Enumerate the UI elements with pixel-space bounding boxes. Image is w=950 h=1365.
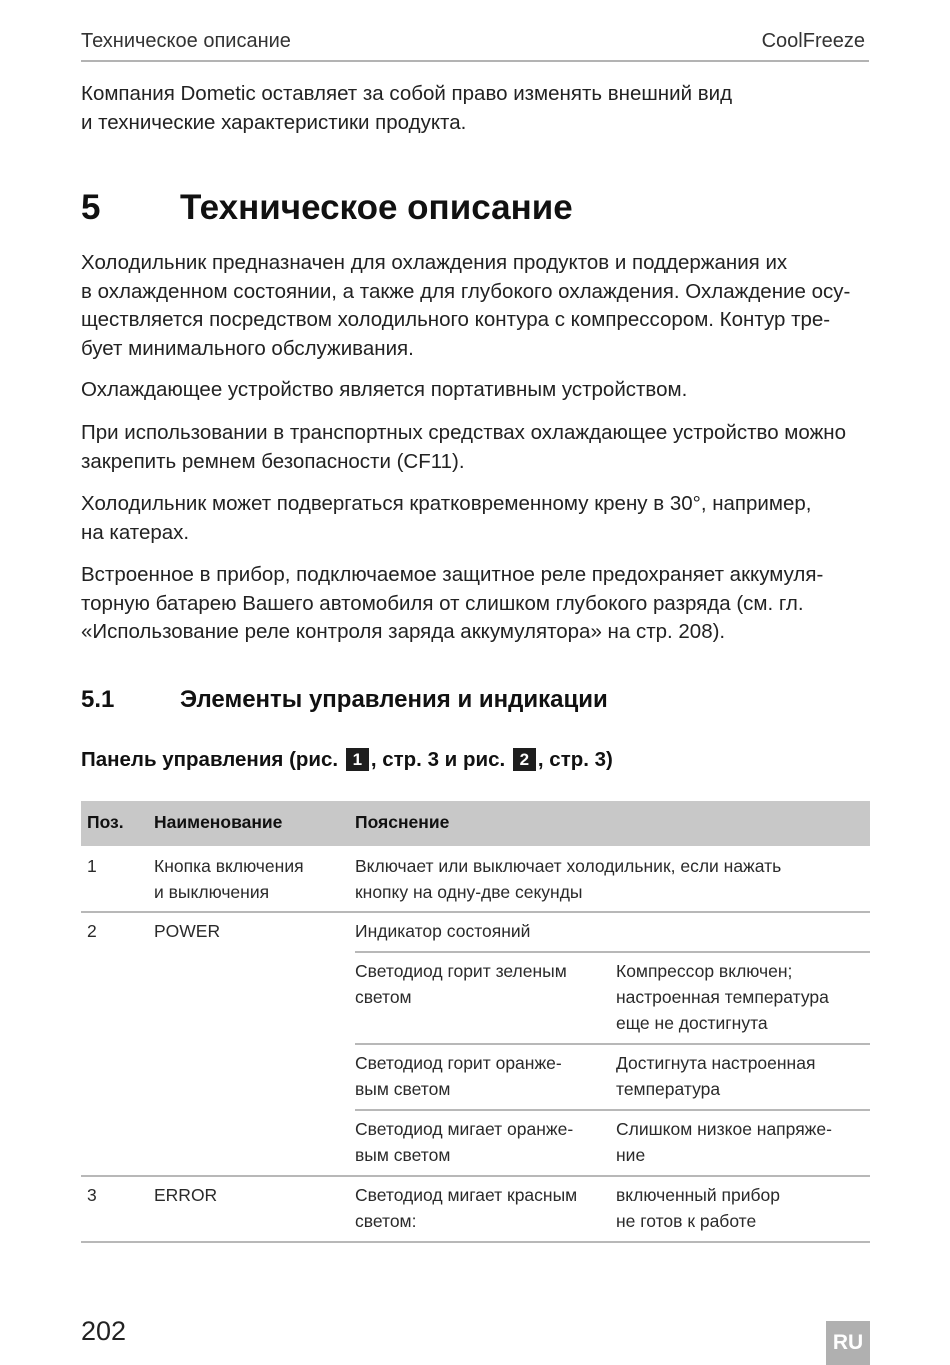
row-name [154,853,304,905]
controls-table [81,801,870,1242]
text-line: Достигнута настроенная [616,1053,816,1073]
page-number: 202 [81,1316,127,1346]
row-position: 3 [87,1185,97,1205]
text-line: светом: [355,1211,417,1231]
section-number: 5 [81,188,101,227]
text-line: Кнопка включения [154,856,304,876]
text-line: настроенная температура [616,987,829,1007]
paragraph-vehicle-use [81,419,871,476]
text-line: Включает или выключает холодильник, если нажать [355,856,782,876]
header-explanation: Пояснение [355,812,450,832]
panel-heading-prefix: Панель управления (рис. [81,748,339,771]
led-meaning [616,1050,815,1102]
text-line: светом [355,987,412,1007]
text-line: включенный прибор [616,1185,780,1205]
subsection-title: Элементы управления и индикации [180,686,608,713]
header-product-name: CoolFreeze [761,30,865,52]
text-line: Светодиод мигает красным [355,1185,578,1205]
text-line: Охлаждающее устройство является портативным устройством. [81,378,688,401]
row-name: ERROR [154,1185,218,1205]
paragraph-purpose [81,249,871,363]
row-position: 1 [87,856,97,876]
text-line: Встроенное в прибор, подключаемое защитное реле предохраняет аккумуля- [81,563,824,586]
figure-2-badge: 2 [513,748,536,771]
led-state [355,1182,577,1234]
led-state [355,1116,573,1168]
text-line: не готов к работе [616,1211,757,1231]
led-state [355,958,567,1010]
row-name: POWER [154,921,221,941]
text-line: ние [616,1145,646,1165]
led-meaning [616,1182,780,1234]
text-line: еще не достигнута [616,1013,768,1033]
text-line: вым светом [355,1145,451,1165]
table-header [81,801,870,846]
text-line: на катерах. [81,520,190,544]
led-meaning [616,958,829,1036]
table-subrow [81,1110,870,1176]
table-subrow [81,952,870,1044]
header-position: Поз. [87,812,124,832]
paragraph-tilt [81,490,871,547]
led-state [355,1050,562,1102]
table-row [81,846,870,912]
panel-heading-middle: , стр. 3 и рис. [370,748,506,771]
intro-paragraph [81,80,871,137]
header-section-title: Техническое описание [81,30,291,52]
text-line: торную батарею Вашего автомобиля от слишком глубокого разряда (см. гл. [81,591,804,615]
figure-1-badge: 1 [346,748,369,771]
text-line: Компрессор включен; [616,961,793,981]
text-line: и выключения [154,882,270,902]
page-header [81,30,869,62]
row-explanation: Индикатор состояний [355,921,531,941]
text-line: Светодиод горит зеленым [355,961,567,981]
panel-heading-suffix: , стр. 3) [537,748,613,771]
subsection-number: 5.1 [81,686,115,713]
panel-heading [81,748,613,772]
text-line: «Использование реле контроля заряда аккумулятора» на стр. 208). [81,620,726,643]
text-line: температура [616,1079,721,1099]
text-line: вым светом [355,1079,451,1099]
text-line: кнопку на одну-две секунды [355,882,583,902]
text-line: в охлажденном состоянии, а также для глубокого охлаждения. Охлаждение осу- [81,279,851,303]
paragraph-portable [81,376,871,405]
language-badge: RU [826,1321,870,1365]
paragraph-battery-guard [81,561,871,647]
row-position: 2 [87,921,97,941]
text-line: ществляется посредством холодильного контура с компрессором. Контур тре- [81,308,831,331]
led-meaning [616,1116,832,1168]
text-line: Холодильник может подвергаться кратковременному крену в 30°, например, [81,492,812,515]
text-line: бует минимального обслуживания. [81,336,414,360]
text-line: Компания Dometic оставляет за собой право изменять внешний вид [81,82,733,105]
text-line: и технические характеристики продукта. [81,110,467,134]
row-explanation [355,853,781,905]
table-subrow [81,1044,870,1110]
text-line: При использовании в транспортных средствах охлаждающее устройство можно [81,421,847,444]
text-line: закрепить ремнем безопасности (CF11). [81,449,465,473]
text-line: Слишком низкое напряже- [616,1119,832,1139]
table-bottom-rule [81,1241,870,1243]
text-line: Светодиод горит оранже- [355,1053,562,1073]
text-line: Холодильник предназначен для охлаждения продуктов и поддержания их [81,251,788,274]
table-row [81,1176,870,1242]
header-name: Наименование [154,812,283,832]
section-title: Техническое описание [180,188,573,227]
text-line: Светодиод мигает оранже- [355,1119,574,1139]
table-row [81,912,870,952]
